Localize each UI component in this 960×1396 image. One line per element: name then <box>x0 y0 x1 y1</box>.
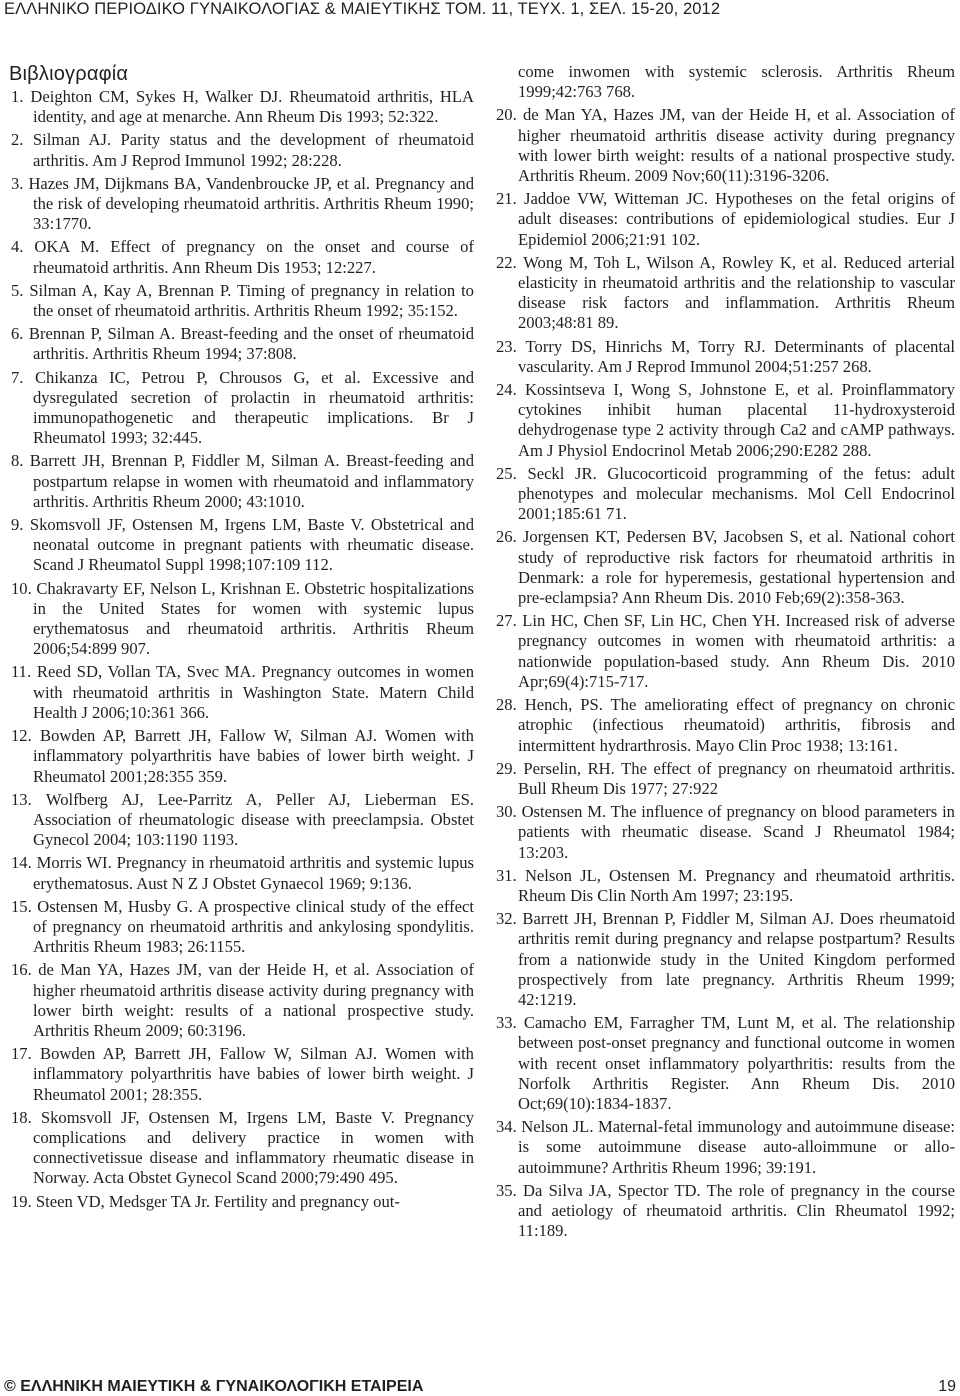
reference-text: Camacho EM, Farragher TM, Lunt M, et al. The relationship between post-onset pregnancy and functional outcome in women with recent onset inflammatory polyarthritis: results from the Norfolk Arthritis Register. Ann Rheum Dis. 2010 Oct;69(10):1834-1837. <box>518 1013 955 1113</box>
reference-text: Ostensen M, Husby G. A prospective clinical study of the effect of pregnancy on rheumatoid arthritis and ankylosing spondylitis. Arthritis Rheum 1983; 26:1155. <box>33 896 474 957</box>
reference-text: Brennan P, Silman A. Breast-feeding and the onset of rheumatoid arthritis. Arthritis Rheum 1994; 37:808. <box>28 324 474 364</box>
reference-text: Chakravarty EF, Nelson L, Krishnan E. Obstetric hospitalizations in the United States for women with systemic lupus erythematosus and rheumatoid arthritis. Arthritis Rheum 2006;54:899 907. <box>33 578 474 659</box>
reference-text: Silman A, Kay A, Brennan P. Timing of pregnancy in relation to the onset of rheumatoid arthritis. Arthritis Rheum 1992; 35:152. <box>29 280 474 321</box>
reference-text: Kossintseva I, Wong S, Johnstone E, et al. Proinflammatory cytokines inhibit human placental 11-hydroxysteroid dehydrogenase type 2 activity through Ca2 and cAMP pathways. Am J Physiol Endocrinol Metab 2006;290:E282 288. <box>518 380 955 460</box>
reference-number: 14. <box>11 853 32 873</box>
reference-item <box>11 1044 474 1105</box>
reference-item <box>496 909 955 1010</box>
reference-number: 11. <box>11 662 32 682</box>
reference-item <box>496 253 955 334</box>
reference-number: 18. <box>11 1107 32 1127</box>
reference-number: 13. <box>11 789 32 809</box>
reference-item <box>11 281 474 321</box>
reference-number: 21. <box>496 189 517 209</box>
reference-item <box>496 695 955 756</box>
reference-item <box>11 87 474 127</box>
reference-item <box>496 1181 955 1242</box>
reference-number: 16. <box>11 960 32 980</box>
reference-item <box>11 174 474 235</box>
reference-text: Skomsvoll JF, Ostensen M, Irgens LM, Baste V. Pregnancy complications and delivery practice in women with connectivetissue disease and inflammatory rheumatic disease in Norway. Acta Obstet Gynecol Scand 2000;79:490 495. <box>33 1107 474 1188</box>
reference-text: Lin HC, Chen SF, Lin HC, Chen YH. Increased risk of adverse pregnancy outcomes in women with rheumatoid arthritis: a nationwide population-based study. Ann Rheum Dis. 2010 Apr;69(4):715-717. <box>518 611 955 691</box>
reference-number: 6. <box>11 324 24 344</box>
reference-number: 10. <box>11 578 32 598</box>
reference-number: 7. <box>11 367 24 387</box>
reference-text: Jorgensen KT, Pedersen BV, Jacobsen S, et al. National cohort study of reproductive risk factors for rheumatoid arthritis in Denmark: a role for hyperemesis, gestational hypertension and pre-eclampsia? Ann Rheum Dis. 2010 Feb;69(2):358-363. <box>518 527 955 608</box>
reference-list-left <box>11 87 474 1212</box>
reference-text: Skomsvoll JF, Ostensen M, Irgens LM, Baste V. Obstetrical and neonatal outcome in pregnant patients with rheumatic disease. Scand J Rheumatol Suppl 1998;107:109 112. <box>29 515 475 575</box>
reference-text: Barrett JH, Brennan P, Fiddler M, Silman AJ. Does rheumatoid arthritis remit during pregnancy and relapse postpartum? Results from a nationwide study in the United Kingdom performed prospectively from late pregnancy. Arthritis Rheum 1999; 42:1219. <box>518 909 955 1009</box>
references-column-left <box>11 62 474 1215</box>
reference-item <box>11 368 474 449</box>
reference-item <box>11 790 474 851</box>
reference-item <box>11 515 474 576</box>
reference-item <box>496 337 955 377</box>
reference-item <box>496 866 955 906</box>
reference-item <box>496 759 955 799</box>
reference-item <box>11 1108 474 1189</box>
reference-list-right <box>496 105 955 1241</box>
reference-text: Bowden AP, Barrett JH, Fallow W, Silman AJ. Women with inflammatory polyarthritis have babies of lower birth weight. J Rheumatol 2001;28:355 359. <box>33 726 474 786</box>
reference-item <box>496 464 955 525</box>
reference-number: 1. <box>11 87 24 106</box>
reference-text: Nelson JL, Ostensen M. Pregnancy and rheumatoid arthritis. Rheum Dis Clin North Am 1997; 23:195. <box>518 865 955 905</box>
reference-item <box>11 726 474 787</box>
reference-number: 17. <box>11 1044 32 1064</box>
reference-number: 5. <box>11 280 24 300</box>
reference-item <box>496 527 955 608</box>
reference-text: Steen VD, Medsger TA Jr. Fertility and pregnancy out- <box>35 1191 400 1211</box>
reference-text: Wolfberg AJ, Lee-Parritz A, Peller AJ, Lieberman ES. Association of rheumatologic disease with preeclampsia. Obstet Gynecol 2004; 103:1190 1193. <box>33 789 475 850</box>
reference-text: Ostensen M. The influence of pregnancy on blood parameters in patients with rheumatic disease. Scand J Rheumatol 1984; 13:203. <box>518 802 955 862</box>
reference-item <box>11 897 474 958</box>
reference-item <box>496 380 955 461</box>
reference-text: Jaddoe VW, Witteman JC. Hypotheses on the fetal origins of adult diseases: contributions of epidemiological studies. Eur J Epidemiol 2006;21:91 102. <box>518 189 955 249</box>
reference-number: 31. <box>496 865 517 885</box>
reference-text: Perselin, RH. The effect of pregnancy on rheumatoid arthritis. Bull Rheum Dis 1977; 27:922 <box>518 758 955 798</box>
reference-number: 33. <box>496 1013 517 1033</box>
reference-number: 34. <box>496 1117 517 1137</box>
reference-text: Torry DS, Hinrichs M, Torry RJ. Determinants of placental vascularity. Am J Reprod Immunol 2004;51:257 268. <box>518 336 955 376</box>
reference-number: 32. <box>496 909 517 929</box>
section-title: Βιβλιογραφία <box>9 63 129 85</box>
reference-item <box>11 853 474 893</box>
reference-item <box>11 130 474 170</box>
page-number: 19 <box>938 1378 956 1395</box>
reference-item <box>11 324 474 364</box>
reference-text: Seckl JR. Glucocorticoid programming of the fetus: adult phenotypes and molecular mechanisms. Mol Cell Endocrinol 2001;185:61 71. <box>518 463 955 524</box>
reference-item <box>11 960 474 1041</box>
reference-text: Barrett JH, Brennan P, Fiddler M, Silman A. Breast-feeding and postpartum relapse in women with rheumatoid and inflammatory arthritis. Arthritis Rheum 2000; 43:1010. <box>29 451 474 511</box>
reference-item <box>11 579 474 660</box>
reference-number: 8. <box>11 451 24 471</box>
reference-number: 35. <box>496 1180 517 1200</box>
reference-number: 4. <box>11 237 24 257</box>
reference-item <box>496 105 955 186</box>
reference-continuation: come inwomen with systemic sclerosis. Arthritis Rheum 1999;42:763 768. <box>518 62 955 102</box>
reference-text: Hazes JM, Dijkmans BA, Vandenbroucke JP, et al. Pregnancy and the risk of developing rheumatoid arthritis. Arthritis Rheum 1990; 33:1770. <box>28 173 474 234</box>
reference-number: 27. <box>496 611 517 631</box>
reference-number: 15. <box>11 896 32 916</box>
reference-text: Deighton CM, Sykes H, Walker DJ. Rheumatoid arthritis, HLA identity, and age at menarche. Ann Rheum Dis 1993; 52:322. <box>30 87 474 127</box>
reference-text: de Man YA, Hazes JM, van der Heide H, et al. Association of higher rheumatoid arthritis disease activity during pregnancy with lower birth weight: results of a national prospective study. Arthritis Rheum. 2009 Nov;60(11):3196-3206. <box>518 105 955 186</box>
reference-number: 30. <box>496 802 517 822</box>
footer-society: © ΕΛΛΗΝΙΚΗ ΜΑΙΕΥΤΙΚΗ & ΓΥΝΑΙΚΟΛΟΓΙΚΗ ΕΤΑΙΡΕΙΑ <box>4 1378 424 1395</box>
reference-number: 24. <box>496 380 517 400</box>
reference-number: 29. <box>496 758 517 778</box>
references-column-right <box>496 62 955 1244</box>
reference-text: de Man YA, Hazes JM, van der Heide H, et al. Association of higher rheumatoid arthritis disease activity during pregnancy with lower birth weight: results of a national prospective study. Arthritis Rheum 2009; 60:3196. <box>33 960 475 1040</box>
reference-number: 9. <box>11 515 24 535</box>
reference-number: 25. <box>496 463 517 483</box>
reference-number: 19. <box>11 1191 32 1211</box>
reference-text: Da Silva JA, Spector TD. The role of pregnancy in the course and aetiology of rheumatoid arthritis. Clin Rheumatol 1992; 11:189. <box>518 1180 955 1241</box>
reference-number: 3. <box>11 173 24 193</box>
reference-text: Bowden AP, Barrett JH, Fallow W, Silman AJ. Women with inflammatory polyarthritis have babies of lower birth weight. J Rheumatol 2001; 28:355. <box>33 1044 474 1104</box>
reference-text: Wong M, Toh L, Wilson A, Rowley K, et al. Reduced arterial elasticity in rheumatoid arthritis and the relationship to vascular disease risk factors and inflammation. Arthritis Rheum 2003;48:81 89. <box>518 252 955 333</box>
reference-text: Morris WI. Pregnancy in rheumatoid arthritis and systemic lupus erythematosus. Aust N Z J Obstet Gynaecol 1969; 9:136. <box>33 853 474 893</box>
reference-item <box>496 611 955 692</box>
reference-text: Reed SD, Vollan TA, Svec MA. Pregnancy outcomes in women with rheumatoid arthritis in Washington State. Matern Child Health J 2006;10:361 366. <box>33 662 474 722</box>
reference-text: Silman AJ. Parity status and the development of rheumatoid arthritis. Am J Reprod Immunol 1992; 28:228. <box>32 130 474 170</box>
reference-number: 12. <box>11 726 32 746</box>
reference-item <box>11 237 474 277</box>
reference-item <box>11 662 474 723</box>
running-header: ΕΛΛΗΝΙΚΟ ΠΕΡΙΟΔΙΚΟ ΓΥΝΑΙΚΟΛΟΓΙΑΣ & ΜΑΙΕΥΤΙΚΗΣ ΤΟΜ. 11, ΤΕΥΧ. 1, ΣΕΛ. 15-20, 2012 <box>4 0 721 18</box>
reference-number: 23. <box>496 336 517 356</box>
reference-text: Nelson JL. Maternal-fetal immunology and autoimmune disease: is some autoimmune disease auto-alloimmune or allo-autoimmune? Arthritis Rheum 1996; 39:191. <box>518 1117 955 1177</box>
reference-text: Hench, PS. The ameliorating effect of pregnancy on chronic atrophic (infectious rheumatoid) arthritis, fibrosis and intermittent hydrarthrosis. Mayo Clin Proc 1938; 13:161. <box>518 695 955 755</box>
reference-number: 20. <box>496 105 517 125</box>
reference-text: Chikanza IC, Petrou P, Chrousos G, et al. Excessive and dysregulated secretion of prolactin in rheumatoid arthritis: immunopathogenetic and therapeutic implications. Br J Rheumatol 1993; 32:445. <box>33 367 475 448</box>
reference-item <box>11 451 474 512</box>
reference-number: 28. <box>496 695 517 715</box>
reference-text: OKA M. Effect of pregnancy on the onset and course of rheumatoid arthritis. Ann Rheum Dis 1953; 12:227. <box>33 237 474 277</box>
reference-item <box>11 1192 474 1212</box>
reference-item <box>496 1117 955 1178</box>
reference-number: 22. <box>496 252 517 272</box>
reference-item <box>496 1013 955 1114</box>
reference-number: 2. <box>11 130 24 150</box>
reference-number: 26. <box>496 527 517 547</box>
reference-item <box>496 189 955 250</box>
reference-item <box>496 802 955 863</box>
